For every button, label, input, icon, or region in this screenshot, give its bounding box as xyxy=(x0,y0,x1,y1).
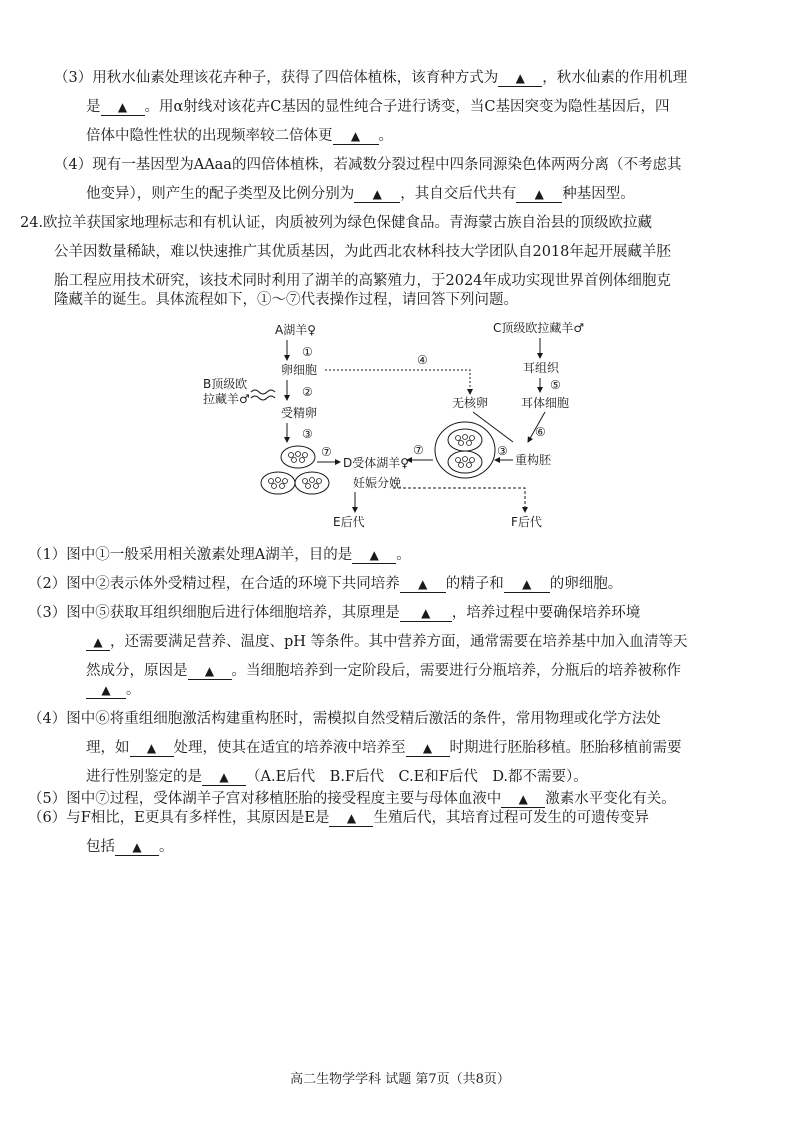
step-6-label: ⑥ xyxy=(535,425,546,439)
merge-left xyxy=(473,412,513,442)
answer-blank[interactable]: ▲ xyxy=(406,738,450,758)
q24-sub4-line2: 理，如 ▲ 处理，使其在适宜的培养液中培养至 ▲ 时期进行胚胎移植。胚胎移植前需要 xyxy=(86,740,682,756)
answer-blank[interactable]: ▲ xyxy=(115,837,159,857)
q23-part4-line2: 他变异），则产生的配子类型及比例分别为 ▲ ，其自交后代共有 ▲ 种基因型。 xyxy=(86,186,635,202)
q23-part4-line1: （4）现有一基因型为AAaa的四倍体植株，若减数分裂过程中四条同源染色体两两分离（不考虑其 xyxy=(54,157,682,173)
answer-blank[interactable]: ▲ xyxy=(130,738,174,758)
answer-blank[interactable]: ▲ xyxy=(188,661,232,681)
pregnancy-label: 妊娠分娩 xyxy=(353,476,402,490)
q24-sub1: （1）图中①一般采用相关激素处理A湖羊，目的是 ▲ 。 xyxy=(28,547,411,563)
reconstructed-embryo-label: 重构胚 xyxy=(515,453,552,467)
e-offspring-label: E后代 xyxy=(333,515,365,529)
step-3-label-right: ③ xyxy=(497,444,508,458)
q24-sub5: （5）图中⑦过程，受体湖羊子宫对移植胚胎的接受程度主要与母体血液中 ▲ 激素水平变化有关。 xyxy=(28,791,676,807)
answer-blank[interactable]: ▲ xyxy=(86,680,126,700)
answer-blank[interactable]: ▲ xyxy=(354,184,400,204)
page-footer: 高二生物学学科 试题 第7页（共8页） xyxy=(290,1072,510,1087)
step-3-label-left: ③ xyxy=(302,427,313,441)
embryo-cluster-left xyxy=(261,446,329,494)
c-sheep-label: C顶级欧拉藏羊♂ xyxy=(493,321,585,335)
ear-somatic-cell-label: 耳体细胞 xyxy=(521,396,570,410)
q24-sub4-line1: （4）图中⑥将重组细胞激活构建重构胚时，需模拟自然受精后激活的条件，常用物理或化学方法处 xyxy=(28,711,661,727)
enucleated-egg-label: 无核卵 xyxy=(452,396,489,410)
step-4-label: ④ xyxy=(417,353,428,367)
b-sheep-label-line2: 拉藏羊♂ xyxy=(203,392,250,406)
q24-sub2: （2）图中②表示体外受精过程，在合适的环境下共同培养 ▲ 的精子和 ▲ 的卵细胞。 xyxy=(28,576,623,592)
q24-sub6-line2: 包括 ▲ 。 xyxy=(86,839,174,855)
answer-blank[interactable]: ▲ xyxy=(352,545,396,565)
cloning-flow-diagram xyxy=(195,312,615,534)
step-7-label-left: ⑦ xyxy=(321,445,332,459)
q24-sub6-line1: （6）与F相比，E更具有多样性，其原因是E是 ▲ 生殖后代，其培育过程可发生的可遗传变异 xyxy=(28,810,649,826)
answer-blank[interactable]: ▲ xyxy=(101,97,145,117)
embryo-cluster-right xyxy=(435,422,495,478)
q24-intro-line3: 胎工程应用技术研究，该技术同时利用了湖羊的高繁殖力，于2024年成功实现世界首例体细胞克 xyxy=(54,273,671,289)
step-5-label: ⑤ xyxy=(550,378,561,392)
q23-part3-line1: （3）用秋水仙素处理该花卉种子，获得了四倍体植株，该育种方式为 ▲ ，秋水仙素的作用机理 xyxy=(54,70,688,86)
answer-blank[interactable]: ▲ xyxy=(400,603,452,623)
answer-blank[interactable]: ▲ xyxy=(333,126,379,146)
dashed-arrow-4 xyxy=(325,370,470,394)
ear-tissue-label: 耳组织 xyxy=(523,361,560,375)
egg-cell-label: 卵细胞 xyxy=(281,363,318,377)
q24-intro-line1: 24.欧拉羊获国家地理标志和有机认证，肉质被列为绿色保健食品。青海蒙古族自治县的顶级欧拉藏 xyxy=(20,215,653,231)
dashed-arrow-to-f xyxy=(393,488,525,512)
step-7-label-right: ⑦ xyxy=(413,443,424,457)
step-2-label: ② xyxy=(302,385,313,399)
b-sheep-label-line1: B顶级欧 xyxy=(203,377,248,391)
answer-blank[interactable]: ▲ xyxy=(202,767,246,787)
q24-sub3-line1: （3）图中⑤获取耳组织细胞后进行体细胞培养，其原理是 ▲ ，培养过程中要确保培养环境 xyxy=(28,605,641,621)
a-sheep-label: A湖羊♀ xyxy=(275,323,316,337)
sperm-wavy-arrow xyxy=(251,390,275,400)
f-offspring-label: F后代 xyxy=(511,515,542,529)
q23-part3-line2: 是 ▲ 。用α射线对该花卉C基因的显性纯合子进行诱变，当C基因突变为隐性基因后，四 xyxy=(86,99,670,115)
answer-blank[interactable]: ▲ xyxy=(501,789,545,809)
q24-intro-line2: 公羊因数量稀缺，难以快速推广其优质基因，为此西北农林科技大学团队自2018年起开展藏羊胚 xyxy=(54,244,671,260)
answer-blank[interactable]: ▲ xyxy=(516,184,562,204)
q24-sub3-line4: ▲ 。 xyxy=(86,680,141,700)
q24-sub4-line3: 进行性别鉴定的是 ▲ （A.E后代 B.F后代 C.E和F后代 D.都不需要）。 xyxy=(86,769,588,785)
d-sheep-label: D受体湖羊♀ xyxy=(343,456,410,470)
answer-blank[interactable]: ▲ xyxy=(498,68,542,88)
answer-blank[interactable]: ▲ xyxy=(329,808,373,828)
answer-blank[interactable]: ▲ xyxy=(400,574,446,594)
fertilized-egg-label: 受精卵 xyxy=(281,406,318,420)
q24-sub3-line2: ▲ ，还需要满足营养、温度、pH 等条件。其中营养方面，通常需要在培养基中加入血清等天 xyxy=(86,632,688,652)
q24-intro-line4: 隆藏羊的诞生。具体流程如下，①～⑦代表操作过程，请回答下列问题。 xyxy=(54,292,518,308)
q24-sub3-line3: 然成分，原因是 ▲ 。当细胞培养到一定阶段后，需要进行分瓶培养，分瓶后的培养被称作 xyxy=(86,663,681,679)
answer-blank[interactable]: ▲ xyxy=(504,574,550,594)
answer-blank[interactable]: ▲ xyxy=(86,632,110,652)
q23-part3-line3: 倍体中隐性性状的出现频率较二倍体更 ▲ 。 xyxy=(86,128,393,144)
step-1-label: ① xyxy=(302,345,313,359)
